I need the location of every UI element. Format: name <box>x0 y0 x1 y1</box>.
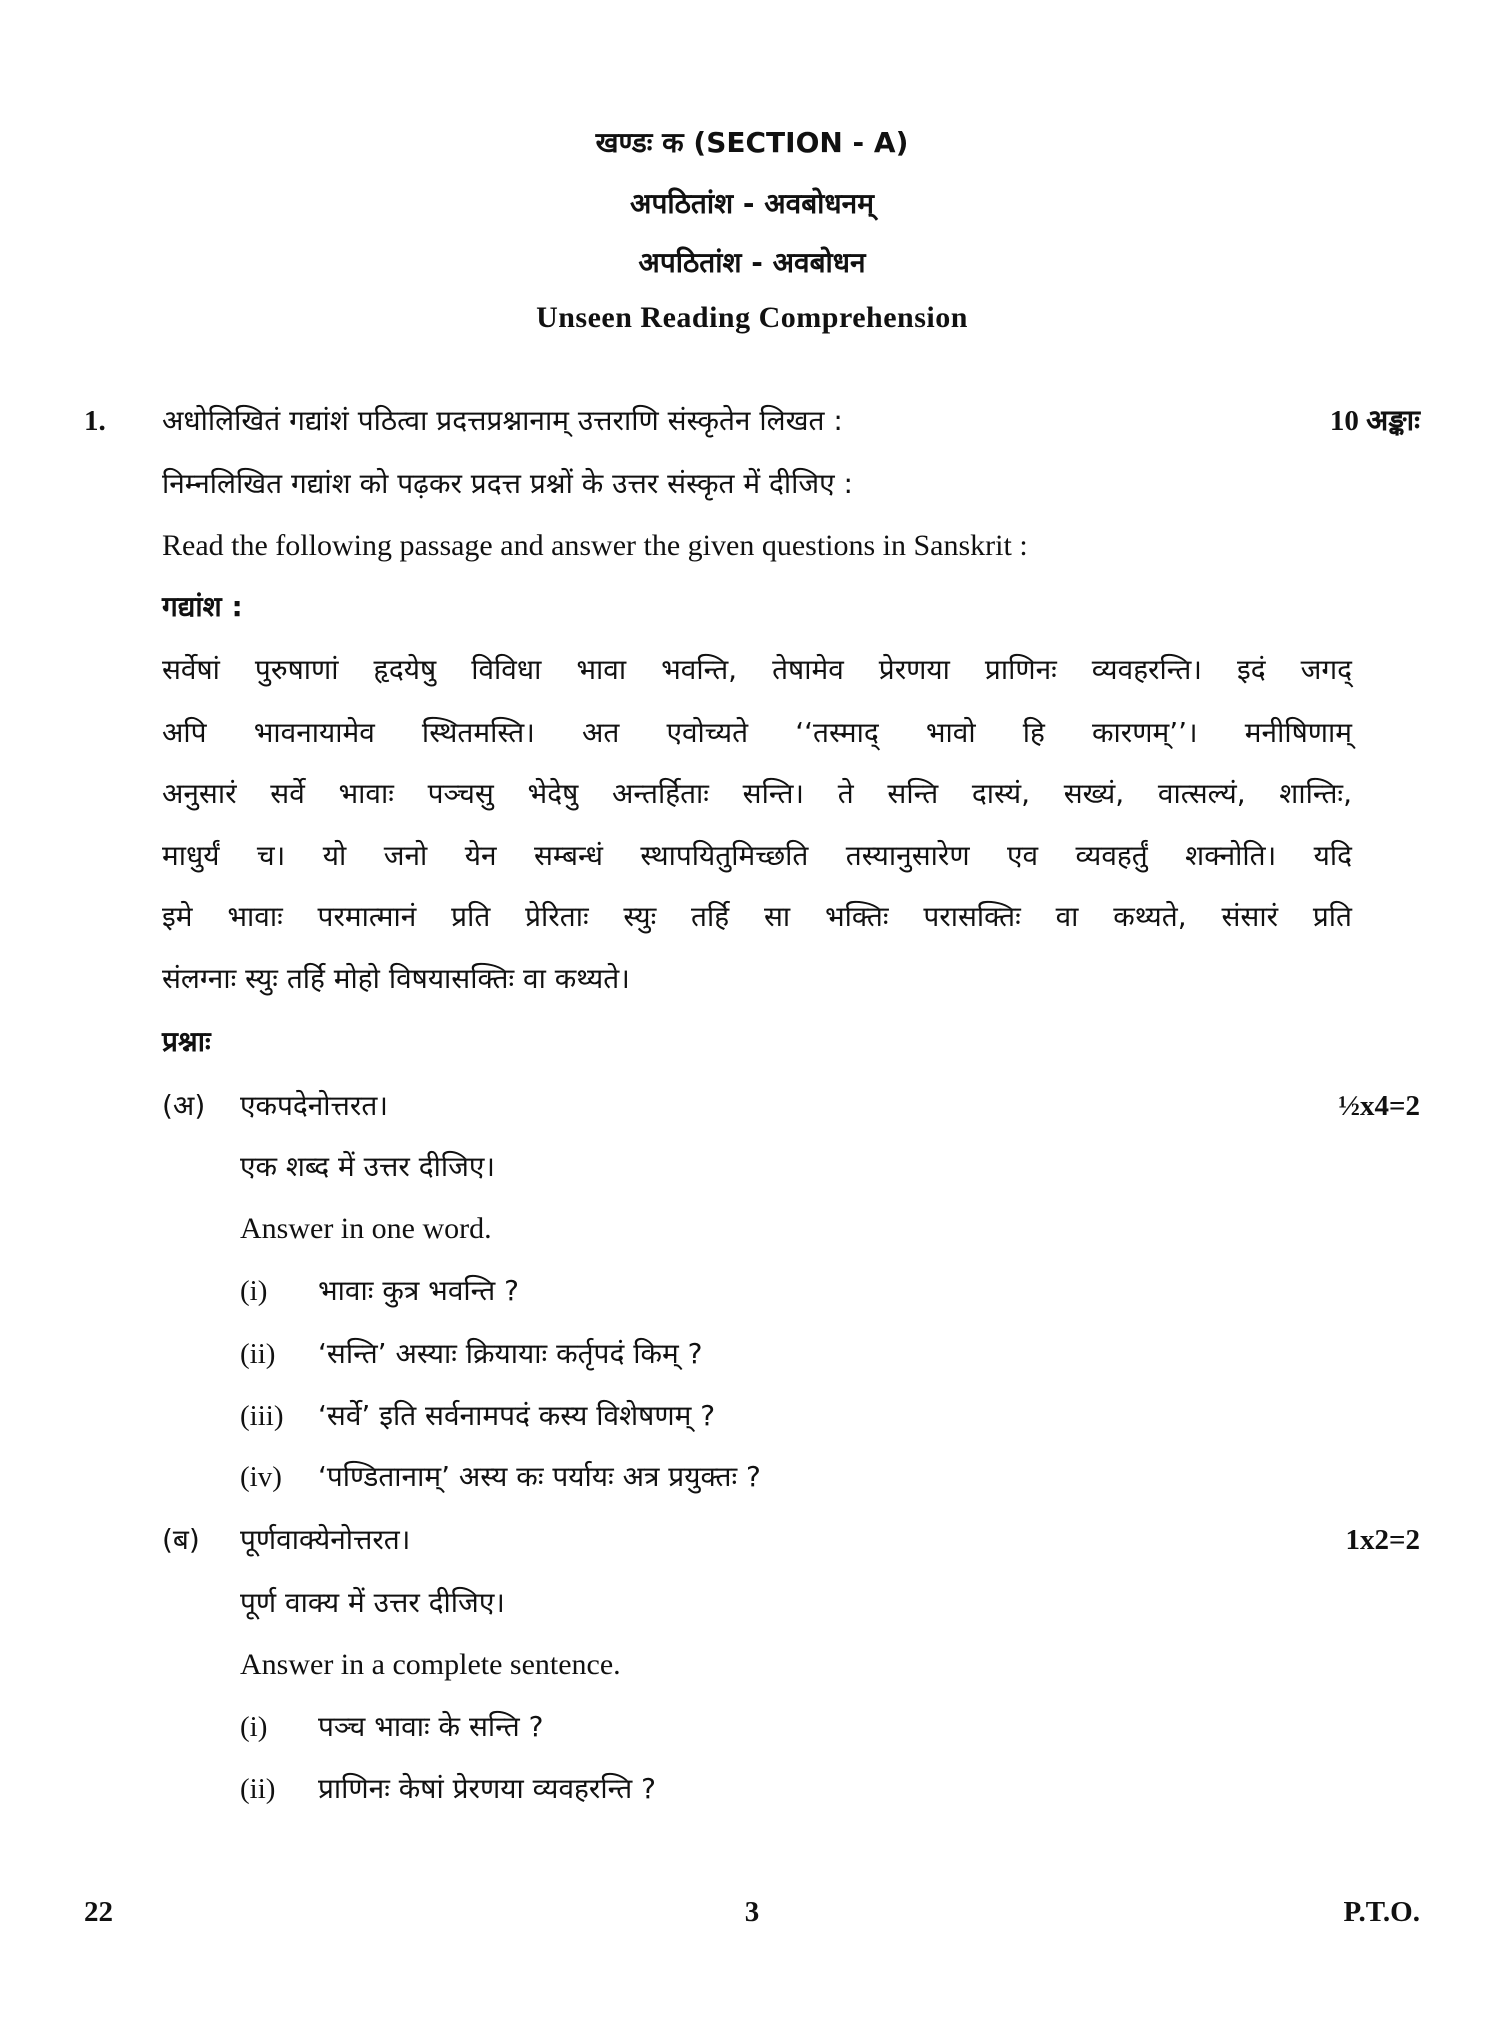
item-number: (ii) <box>240 1338 276 1370</box>
part-a-instruction-english: Answer in one word. <box>240 1212 492 1245</box>
item-number: (i) <box>240 1711 268 1743</box>
part-a-item <box>240 1396 715 1436</box>
part-b-item <box>240 1769 656 1809</box>
passage-line: माधुर्यं च। यो जनो येन सम्बन्धं स्थापयितुमिच्छति तस्यानुसारेण एव व्यवहर्तुं शक्नोति। यदि <box>162 839 1352 872</box>
part-b-title: पूर्णवाक्येनोत्तरत। <box>240 1523 411 1556</box>
section-title: खण्डः क (SECTION - A) <box>595 126 909 159</box>
passage-label: गद्यांश : <box>162 590 243 623</box>
item-text: ‘सन्ति’ अस्याः क्रियायाः कर्तृपदं किम् ? <box>318 1337 703 1370</box>
questions-label: प्रश्नाः <box>162 1025 211 1058</box>
item-number: (i) <box>240 1275 268 1307</box>
passage-line: अनुसारं सर्वे भावाः पञ्चसु भेदेषु अन्तर्हिताः सन्ति। ते सन्ति दास्यं, सख्यं, वात्सल्यं, शान्तिः, <box>162 777 1352 810</box>
item-number: (iii) <box>240 1400 284 1432</box>
part-b-header <box>162 1520 410 1560</box>
instruction-hindi: निम्नलिखित गद्यांश को पढ़कर प्रदत्त प्रश्नों के उत्तर संस्कृत में दीजिए : <box>162 467 853 500</box>
part-a-item <box>240 1457 761 1497</box>
part-b-instruction-english: Answer in a complete sentence. <box>240 1648 621 1681</box>
item-text: ‘सर्वे’ इति सर्वनामपदं कस्य विशेषणम् ? <box>318 1399 716 1432</box>
part-a-item <box>240 1334 703 1374</box>
part-a-header <box>162 1086 388 1126</box>
part-a-instruction-hindi: एक शब्द में उत्तर दीजिए। <box>240 1150 495 1183</box>
item-text: भावाः कुत्र भवन्ति ? <box>318 1274 520 1307</box>
item-text: ‘पण्डितानाम्’ अस्य कः पर्यायः अत्र प्रयुक्तः ? <box>318 1460 761 1493</box>
passage-line: सर्वेषां पुरुषाणां हृदयेषु विविधा भावा भवन्ति, तेषामेव प्रेरणया प्राणिनः व्यवहरन्ति। इदं जगद् <box>162 653 1352 686</box>
question-number: 1. <box>84 405 106 437</box>
part-b-instruction-hindi: पूर्ण वाक्य में उत्तर दीजिए। <box>240 1586 505 1619</box>
instruction-english: Read the following passage and answer the given questions in Sanskrit : <box>162 529 1028 562</box>
paper-code: 22 <box>84 1896 113 1928</box>
part-a-item <box>240 1271 519 1311</box>
subtitle-sanskrit: अपठितांश - अवबोधनम् <box>630 187 874 220</box>
part-a-title: एकपदेनोत्तरत। <box>240 1089 388 1122</box>
page-number: 3 <box>744 1896 760 1928</box>
subtitle-english: Unseen Reading Comprehension <box>536 301 968 334</box>
question-marks: 10 अङ्काः <box>1329 405 1420 437</box>
part-b-marks: 1x2=2 <box>1345 1524 1420 1556</box>
passage-line: इमे भावाः परमात्मानं प्रति प्रेरिताः स्युः तर्हि सा भक्तिः परासक्तिः वा कथ्यते, संसारं प्रति <box>162 900 1352 933</box>
part-a-label: (अ) <box>162 1089 206 1122</box>
please-turn-over: P.T.O. <box>1343 1896 1420 1928</box>
passage-line: संलग्नाः स्युः तर्हि मोहो विषयासक्तिः वा कथ्यते। <box>162 962 630 995</box>
instruction-sanskrit: अधोलिखितं गद्यांशं पठित्वा प्रदत्तप्रश्नानाम् उत्तराणि संस्कृतेन लिखत : <box>162 404 843 437</box>
item-text: पञ्च भावाः के सन्ति ? <box>318 1710 544 1743</box>
part-b-label: (ब) <box>162 1523 200 1556</box>
item-number: (iv) <box>240 1461 282 1493</box>
part-a-marks: ½x4=2 <box>1338 1090 1420 1122</box>
part-b-item <box>240 1707 543 1747</box>
item-text: प्राणिनः केषां प्रेरणया व्यवहरन्ति ? <box>318 1772 656 1805</box>
subtitle-hindi: अपठितांश - अवबोधन <box>638 246 866 279</box>
passage-line: अपि भावनायामेव स्थितमस्ति। अत एवोच्यते ‘‘तस्माद् भावो हि कारणम्’’। मनीषिणाम् <box>162 716 1352 749</box>
item-number: (ii) <box>240 1773 276 1805</box>
